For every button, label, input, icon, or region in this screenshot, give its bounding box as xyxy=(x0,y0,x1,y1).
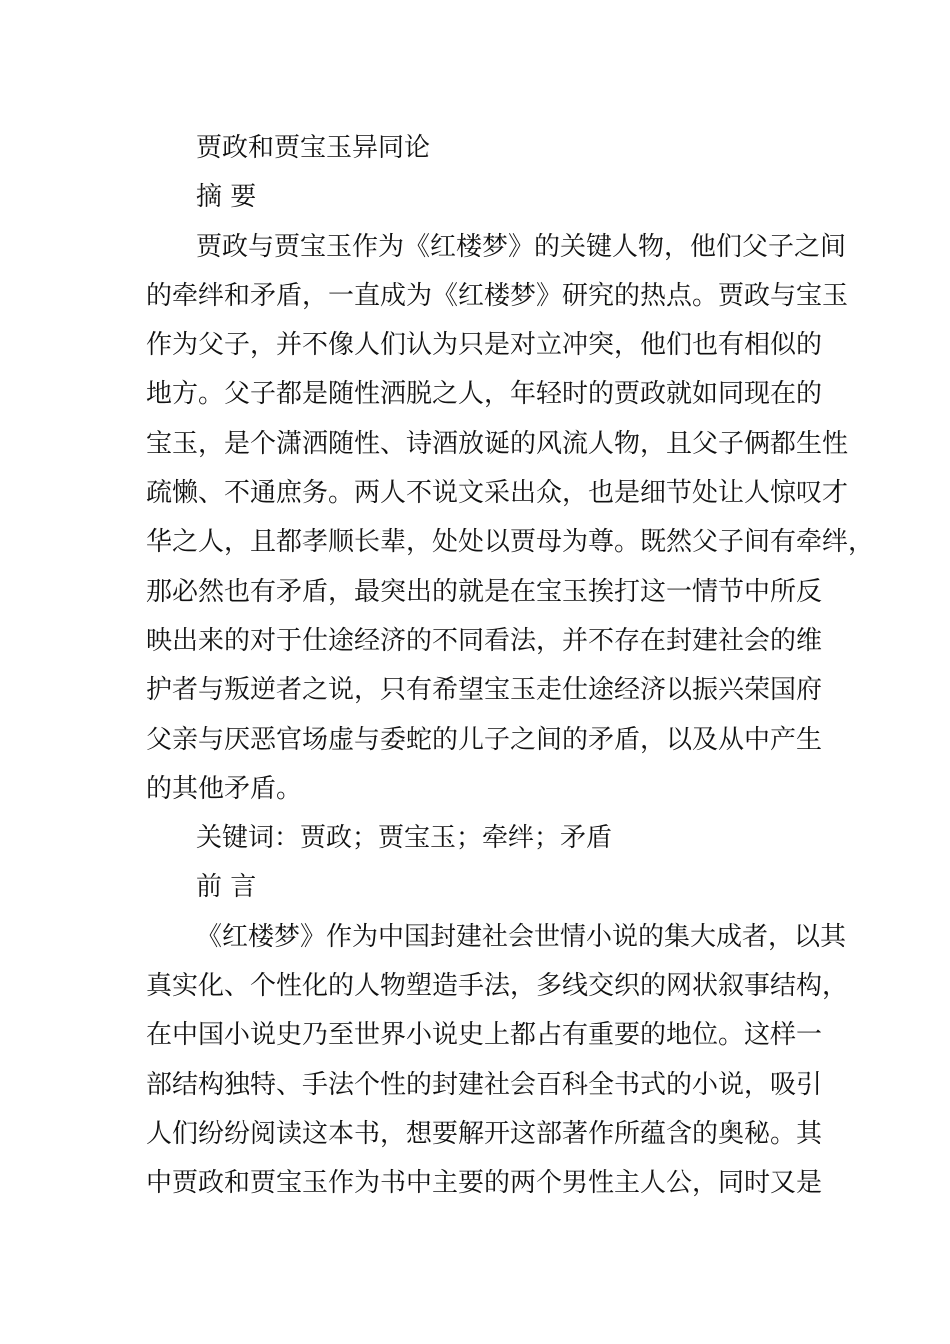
abstract-line: 华之人，且都孝顺长辈，处处以贾母为尊。既然父子间有牵绊， xyxy=(146,527,875,558)
abstract-line: 贾政与贾宝玉作为《红楼梦》的关键人物，他们父子之间 xyxy=(196,231,847,262)
preface-line: 真实化、个性化的人物塑造手法，多线交织的网状叙事结构， xyxy=(146,971,849,1002)
abstract-line: 那必然也有矛盾，最突出的就是在宝玉挨打这一情节中所反 xyxy=(146,576,823,607)
abstract-heading: 摘 要 xyxy=(196,182,257,213)
document-body xyxy=(146,124,875,1209)
preface-line: 部结构独特、手法个性的封建社会百科全书式的小说，吸引 xyxy=(146,1069,823,1100)
abstract-line: 护者与叛逆者之说，只有希望宝玉走仕途经济以振兴荣国府 xyxy=(146,675,823,706)
preface-line: 在中国小说史乃至世界小说史上都占有重要的地位。这样一 xyxy=(146,1020,823,1051)
preface-line: 中贾政和贾宝玉作为书中主要的两个男性主人公，同时又是 xyxy=(146,1168,823,1199)
preface-line: 《红楼梦》作为中国封建社会世情小说的集大成者，以其 xyxy=(196,921,847,952)
abstract-line: 的其他矛盾。 xyxy=(146,773,303,804)
abstract-line: 父亲与厌恶官场虚与委蛇的儿子之间的矛盾，以及从中产生 xyxy=(146,724,823,755)
keywords: 关键词：贾政；贾宝玉；牵绊；矛盾 xyxy=(196,823,613,854)
abstract-line: 作为父子，并不像人们认为只是对立冲突，他们也有相似的 xyxy=(146,330,823,361)
abstract-line: 宝玉，是个潇洒随性、诗酒放诞的风流人物，且父子俩都生性 xyxy=(146,428,849,459)
document-title: 贾政和贾宝玉异同论 xyxy=(196,133,431,163)
abstract-line: 地方。父子都是随性洒脱之人，年轻时的贾政就如同现在的 xyxy=(146,379,823,410)
abstract-line: 疏懒、不通庶务。两人不说文采出众，也是细节处让人惊叹才 xyxy=(146,478,849,509)
abstract-line: 映出来的对于仕途经济的不同看法，并不存在封建社会的维 xyxy=(146,625,823,656)
preface-line: 人们纷纷阅读这本书，想要解开这部著作所蕴含的奥秘。其 xyxy=(146,1118,823,1149)
preface-heading: 前 言 xyxy=(196,872,257,903)
abstract-line: 的牵绊和矛盾，一直成为《红楼梦》研究的热点。贾政与宝玉 xyxy=(146,280,849,311)
